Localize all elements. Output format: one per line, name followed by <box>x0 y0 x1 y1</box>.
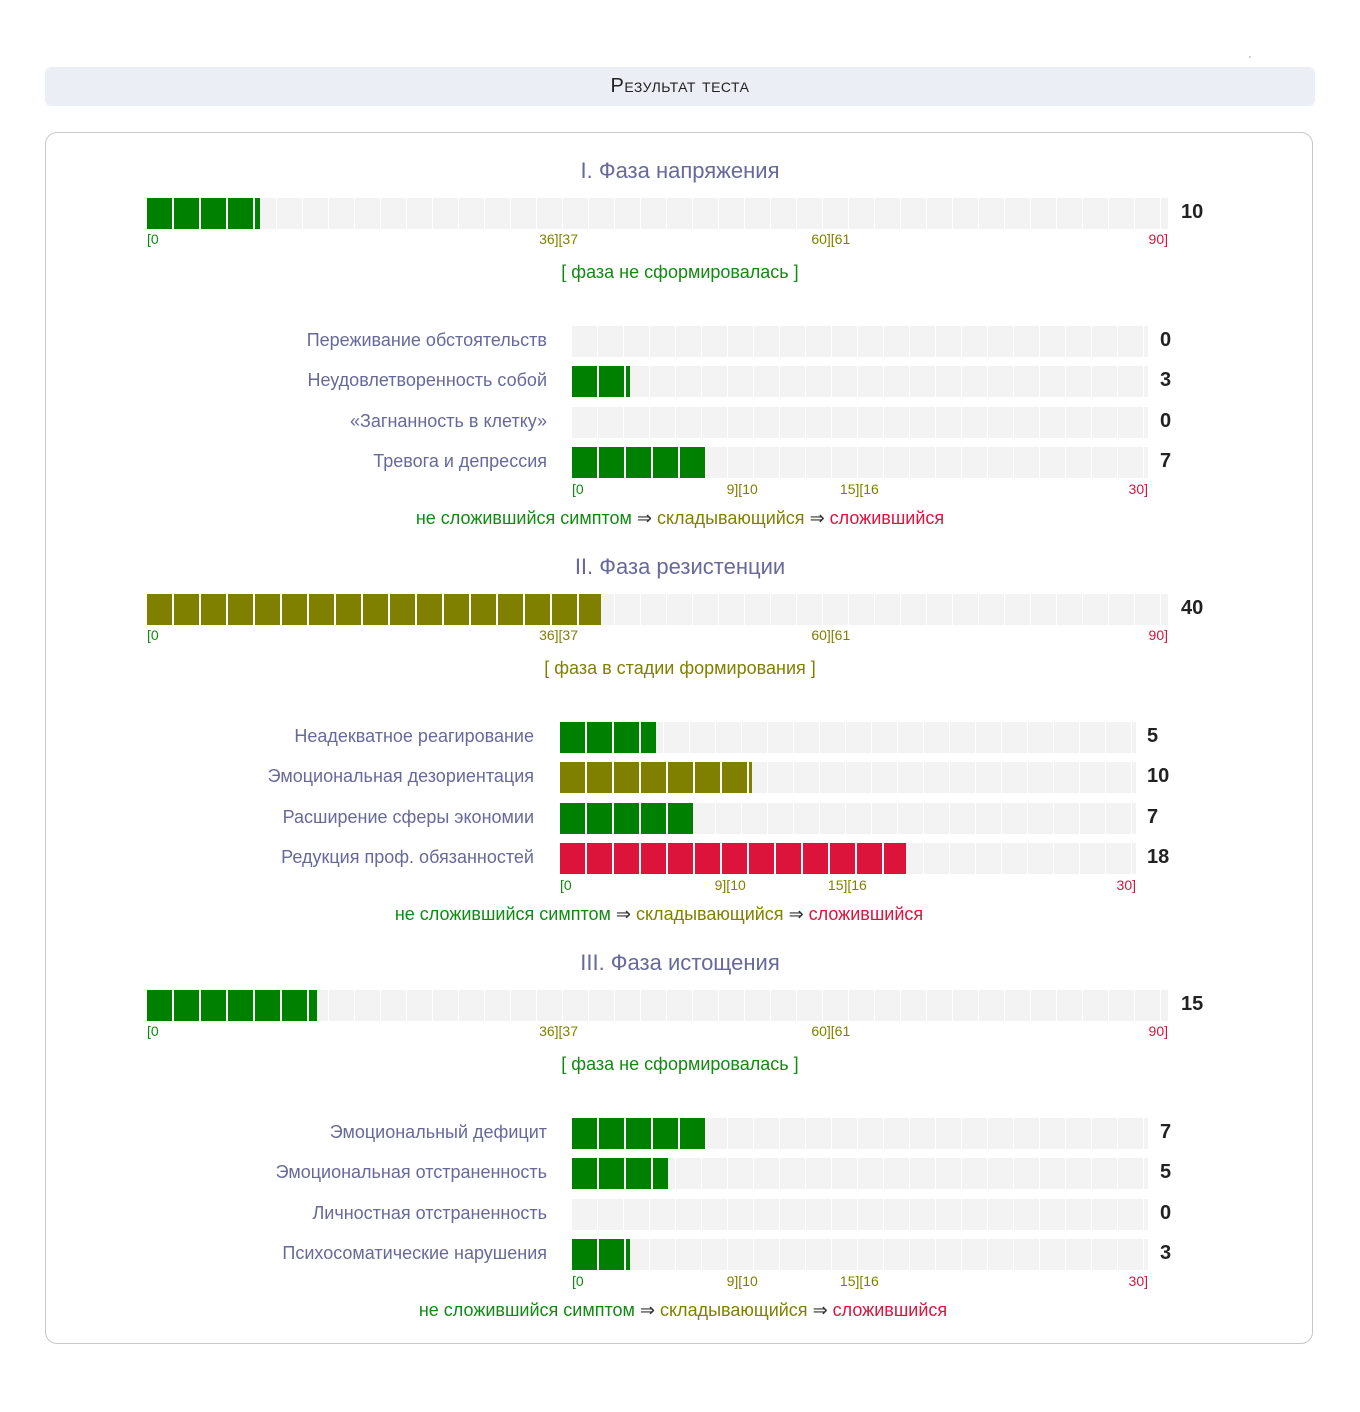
symptom-score: 0 <box>1160 329 1172 351</box>
symptom-bar-track <box>572 447 1148 478</box>
legend-formed: сложившийся <box>808 904 924 924</box>
symptom-legend <box>0 508 1360 529</box>
legend-arrow: ⇒ <box>610 904 636 924</box>
phase-score: 15 <box>1181 993 1204 1015</box>
symptom-bar-fill <box>560 843 906 874</box>
phase-score: 40 <box>1181 597 1204 619</box>
symptom-label: Личностная отстраненность <box>312 1202 547 1223</box>
symptom-bar-fill <box>560 722 656 753</box>
symptom-bar-fill <box>572 1158 668 1189</box>
symptom-bar-fill <box>572 366 630 397</box>
symptom-label: Расширение сферы экономии <box>282 806 534 827</box>
phase-scale-tick: [0 <box>147 231 159 247</box>
symptom-bar-track <box>560 803 1136 834</box>
symptom-bar-track <box>572 1199 1148 1230</box>
symptom-label: Неадекватное реагирование <box>294 726 534 746</box>
legend-forming: складывающийся <box>635 904 784 924</box>
phase-title: III. Фаза истощения <box>580 950 780 975</box>
legend-not-formed: не сложившийся симптом <box>394 904 611 924</box>
symptom-scale-tick: 15][16 <box>827 876 867 893</box>
symptom-score: 0 <box>1160 409 1172 432</box>
legend-not-formed: не сложившийся симптом <box>415 508 632 528</box>
symptom-score: 0 <box>1160 1201 1172 1224</box>
legend-arrow: ⇒ <box>804 508 830 528</box>
symptom-bar-track <box>572 1158 1148 1189</box>
phase-bar-fill <box>147 594 601 625</box>
symptom-label: Эмоциональная отстраненность <box>275 1162 547 1183</box>
symptom-scale-tick: 9][10 <box>726 1272 758 1289</box>
symptom-score: 5 <box>1147 725 1159 747</box>
phase-bar-track <box>147 594 1168 625</box>
legend-forming: складывающийся <box>656 508 805 528</box>
symptom-bar-track <box>572 407 1148 438</box>
symptom-scale-tick: 30] <box>1128 480 1148 497</box>
legend-arrow: ⇒ <box>634 1300 660 1320</box>
phase-bar-track <box>147 990 1168 1021</box>
phase-status: [ фаза не сформировалась ] <box>561 262 799 282</box>
phase-bar-fill <box>147 990 317 1021</box>
symptom-label: Эмоциональный дефицит <box>329 1122 547 1142</box>
legend-formed: сложившийся <box>832 1300 948 1320</box>
symptom-scale-tick: 30] <box>1128 1272 1148 1289</box>
phase-bar-track <box>147 198 1168 229</box>
legend-arrow: ⇒ <box>631 508 657 528</box>
symptom-label: Неудовлетворенность собой <box>307 370 547 391</box>
symptom-label: «Загнанность в клетку» <box>349 410 547 431</box>
phase-scale-tick: 36][37 <box>539 1023 578 1039</box>
phase-score: 10 <box>1181 201 1204 223</box>
symptom-label: Тревога и депрессия <box>373 450 547 471</box>
symptom-bar-track <box>560 762 1136 793</box>
symptom-scale-tick: 15][16 <box>839 480 879 497</box>
symptom-label: Редукция проф. обязанностей <box>281 846 534 867</box>
symptom-scale-tick: [0 <box>572 480 584 497</box>
symptom-score: 3 <box>1160 369 1172 392</box>
symptom-bar-fill <box>572 1239 630 1270</box>
symptom-score: 7 <box>1160 449 1172 472</box>
symptom-scale-tick: 9][10 <box>726 480 758 497</box>
result-header <box>45 67 1315 106</box>
phase-scale-tick: 60][61 <box>811 1023 851 1039</box>
legend-formed: сложившийся <box>829 508 945 528</box>
legend-arrow: ⇒ <box>807 1300 833 1320</box>
phase-scale-tick: 60][61 <box>811 231 851 247</box>
symptom-bar-fill <box>572 447 706 478</box>
phase-status: [ фаза не сформировалась ] <box>561 1054 799 1074</box>
symptom-scale-tick: 30] <box>1116 876 1136 893</box>
phase-scale-tick: 36][37 <box>539 231 578 247</box>
symptom-legend <box>3 1300 1360 1321</box>
symptom-score: 5 <box>1160 1161 1172 1184</box>
phase-scale-tick: [0 <box>147 627 159 643</box>
symptom-legend <box>0 904 1339 925</box>
symptom-bar-track <box>560 843 1136 874</box>
symptom-bar-fill <box>560 803 694 834</box>
legend-not-formed: не сложившийся симптом <box>418 1300 635 1320</box>
symptom-scale-tick: 15][16 <box>839 1272 879 1289</box>
symptom-bar-track <box>572 326 1148 357</box>
phase-bar-fill <box>147 198 260 229</box>
phase-scale-tick: [0 <box>147 1023 159 1039</box>
symptom-scale-tick: 9][10 <box>714 876 746 893</box>
phase-status: [ фаза в стадии формирования ] <box>544 658 816 678</box>
legend-arrow: ⇒ <box>783 904 809 924</box>
phase-scale-tick: 90] <box>1148 231 1168 247</box>
symptom-label: Эмоциональная дезориентация <box>267 766 534 787</box>
phase-title: I. Фаза напряжения <box>580 158 780 183</box>
legend-forming: складывающийся <box>659 1300 808 1320</box>
phase-title: II. Фаза резистенции <box>574 554 786 579</box>
symptom-score: 7 <box>1147 805 1159 828</box>
phase-scale-tick: 90] <box>1148 627 1168 643</box>
symptom-bar-track <box>560 722 1136 753</box>
symptom-bar-track <box>572 366 1148 397</box>
symptom-label: Психосоматические нарушения <box>282 1242 547 1263</box>
symptom-scale-tick: [0 <box>572 1272 584 1289</box>
phase-scale-tick: 90] <box>1148 1023 1168 1039</box>
symptom-score: 18 <box>1147 845 1170 868</box>
symptom-score: 7 <box>1160 1121 1172 1143</box>
result-title: Результат теста <box>610 75 750 97</box>
symptom-scale-tick: [0 <box>560 876 572 893</box>
symptom-label: Переживание обстоятельств <box>306 330 547 350</box>
symptom-bar-fill <box>572 1118 706 1149</box>
phase-scale-tick: 60][61 <box>811 627 851 643</box>
symptom-bar-track <box>572 1118 1148 1149</box>
symptom-score: 3 <box>1160 1241 1172 1264</box>
symptom-bar-fill <box>560 762 752 793</box>
phase-scale-tick: 36][37 <box>539 627 578 643</box>
symptom-score: 10 <box>1147 765 1170 788</box>
symptom-bar-track <box>572 1239 1148 1270</box>
corner-dot <box>1249 56 1251 58</box>
